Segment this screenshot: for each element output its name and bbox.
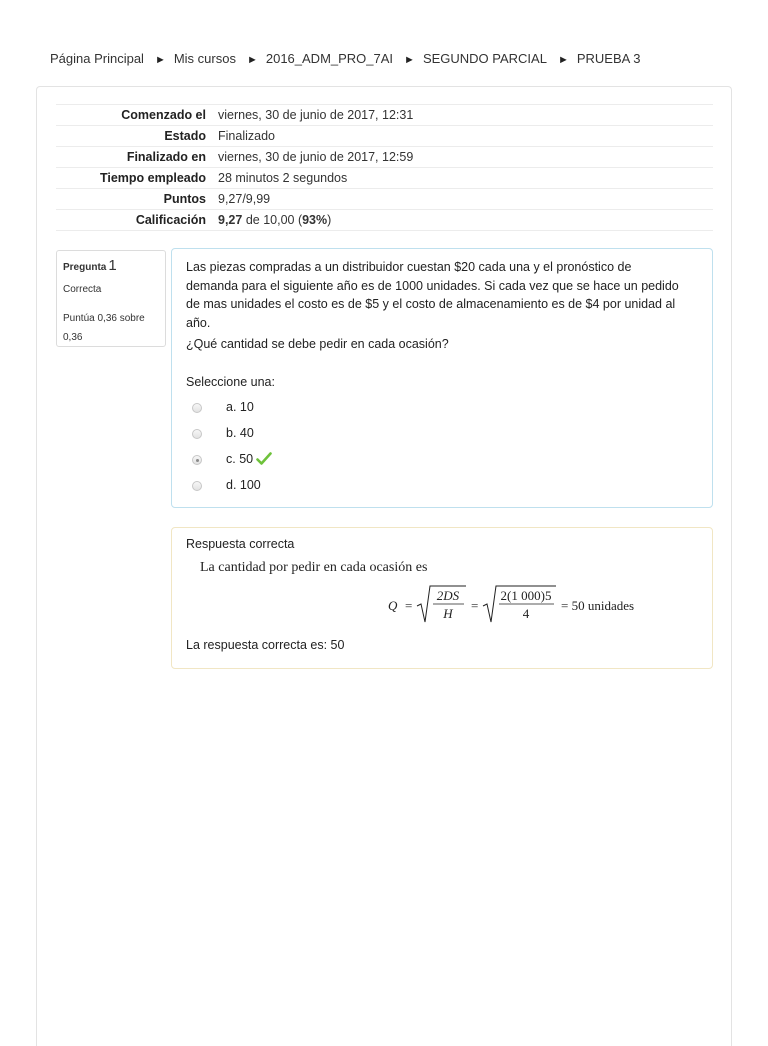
grade-mid: de 10,00 ( [242, 213, 303, 227]
right-answer: La respuesta correcta es: 50 [186, 638, 345, 652]
radio-a[interactable] [192, 403, 202, 413]
summary-label: Estado [56, 126, 218, 147]
summary-label: Puntos [56, 189, 218, 210]
attempt-summary-table [56, 104, 713, 231]
question-number: 1 [108, 257, 117, 274]
question-grade: Puntúa 0,36 sobre 0,36 [63, 313, 145, 343]
formula-den1: H [443, 606, 453, 621]
summary-value: Finalizado [218, 126, 713, 147]
summary-label: Comenzado el [56, 105, 218, 126]
summary-value: 9,27/9,99 [218, 189, 713, 210]
radio-b[interactable] [192, 429, 202, 439]
breadcrumb-home-link[interactable]: Página Principal [50, 51, 144, 66]
grade-value [218, 210, 713, 231]
summary-row [56, 189, 713, 210]
breadcrumb-section-link[interactable]: SEGUNDO PARCIAL [422, 51, 547, 66]
select-one-label: Seleccione una: [186, 375, 275, 389]
summary-value: viernes, 30 de junio de 2017, 12:59 [218, 147, 713, 168]
formula-eq: = [405, 598, 413, 613]
grade-score: 9,27 [218, 213, 243, 227]
radio-d[interactable] [192, 481, 202, 491]
breadcrumb-quiz-link[interactable]: PRUEBA 3 [576, 51, 641, 66]
feedback-explanation: La cantidad por pedir en cada ocasión es [200, 560, 428, 575]
formula-den2: 4 [522, 606, 530, 621]
question-content-box [171, 248, 713, 508]
summary-value: viernes, 30 de junio de 2017, 12:31 [218, 105, 713, 126]
option-label: c. 50 [226, 452, 254, 466]
breadcrumb-separator-icon: ► [246, 54, 258, 66]
summary-row [56, 168, 713, 189]
summary-row-grade [56, 210, 713, 231]
question-heading [63, 257, 159, 274]
question-prompt: ¿Qué cantidad se debe pedir en cada ocasión? [186, 337, 449, 351]
check-icon [256, 452, 272, 466]
grade-end: ) [327, 213, 332, 227]
option-label: d. 100 [226, 478, 261, 492]
formula-result: = 50 unidades [561, 598, 635, 613]
option-label: a. 10 [226, 400, 254, 414]
breadcrumb-separator-icon: ► [557, 54, 569, 66]
summary-label: Tiempo empleado [56, 168, 218, 189]
question-state: Correcta [63, 284, 102, 295]
summary-row [56, 105, 713, 126]
summary-label: Finalizado en [56, 147, 218, 168]
breadcrumb-separator-icon: ► [154, 54, 166, 66]
breadcrumb [50, 51, 640, 66]
option-label-c [226, 452, 272, 466]
eoq-formula [372, 582, 672, 628]
feedback-box [171, 527, 713, 669]
breadcrumb-separator-icon: ► [404, 54, 415, 66]
summary-label: Calificación [56, 210, 218, 231]
breadcrumb-my-courses-link[interactable]: Mis cursos [173, 51, 236, 66]
question-info-box [56, 250, 166, 347]
breadcrumb-course-link[interactable]: 2016_ADM_PRO_7AI [265, 51, 394, 66]
formula-num1: 2DS [436, 588, 460, 603]
summary-row [56, 126, 713, 147]
question-text: Las piezas compradas a un distribuidor cuestan $20 cada una y el pronóstico de demanda para el siguiente año es de 1000 unidades. Si cada vez que se hace un pedido de mas unidades el costo es de $5 y el costo de almacenamiento es de $4 por unidad al año. [186, 260, 679, 330]
summary-row [56, 147, 713, 168]
grade-percent: 93% [302, 213, 328, 227]
option-label: b. 40 [226, 426, 254, 440]
radio-c[interactable] [192, 455, 202, 465]
formula-q: Q [388, 598, 398, 613]
question-label: Pregunta [63, 262, 107, 273]
formula-num2: 2(1 000)5 [500, 588, 552, 603]
summary-value: 28 minutos 2 segundos [218, 168, 713, 189]
formula-eq: = [471, 598, 479, 613]
feedback-title: Respuesta correcta [186, 537, 295, 551]
